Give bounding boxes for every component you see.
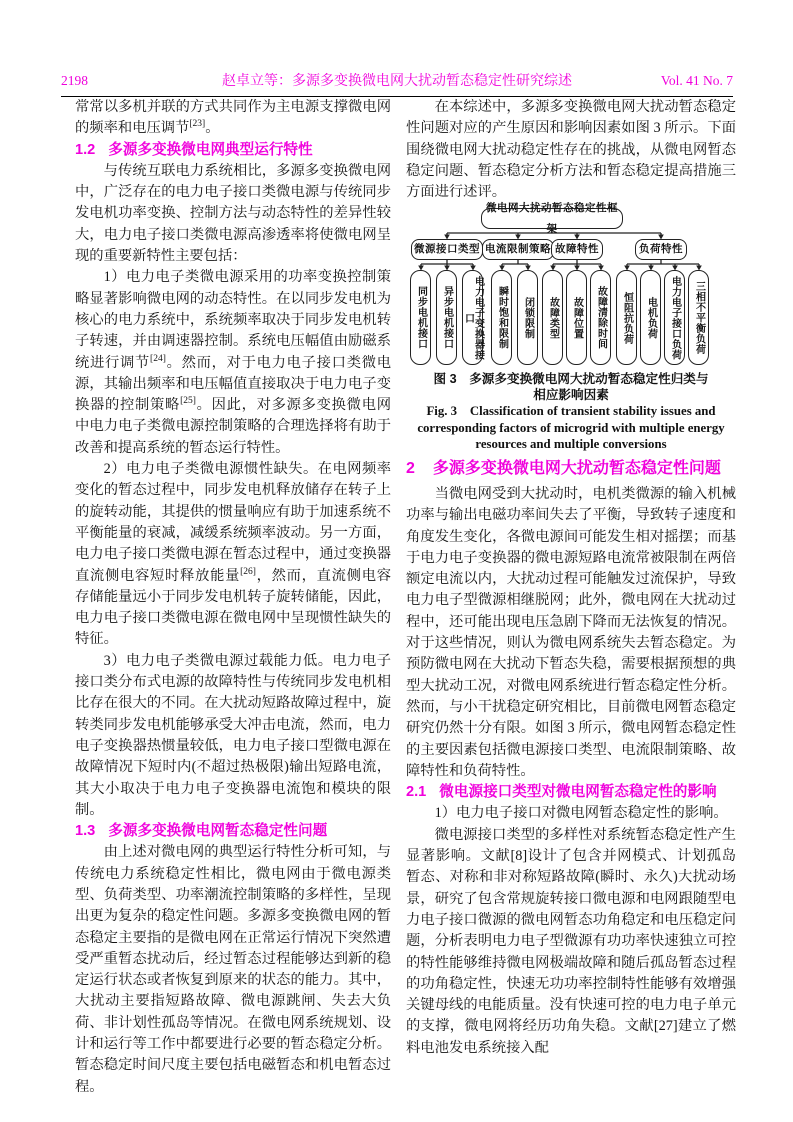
text-run: 当微电网受到大扰动时，电机类微源的输入机械功率与输出电磁功率间失去了平衡，导致转子速度和角度发生变化，各微电源间可能发生相对摇摆；而基于电力电子变换器的微电源短路电流常被限制在两倍额定电流以内，大扰动过程可能触发过流保护，导致电力电子型微源相继脱网；此外，微电网在大扰动过程中，还可能出现电压急剧下降而无法恢复的情况。对于这些情况，则认为微电网系统失去暂态稳定。为预防微电网在大扰动下暂态失稳，需要根据预想的典型大扰动工况，对微电网系统进行暂态稳定性分析。然而，与小干扰稳定研究相比，目前微电网暂态稳定研究仍然十分有限。如图 3 所示，微电网暂态稳定性的主要因素包括微电源接口类型、电流限制策略、故障特性和负荷特性。 bbox=[406, 485, 736, 779]
section-2-title: 多源多变换微电网大扰动暂态稳定性问题 bbox=[432, 459, 721, 477]
fig-leaf-node: 瞬时饱和限制 bbox=[491, 270, 512, 365]
section-2-number: 2 bbox=[406, 459, 415, 477]
running-title: 赵卓立等：多源多变换微电网大扰动暂态稳定性研究综述 bbox=[222, 74, 572, 89]
fig-leaf-node: 电机负荷 bbox=[640, 270, 661, 365]
subsection-heading bbox=[406, 782, 736, 803]
fig-category-node: 微源接口类型 bbox=[411, 239, 483, 260]
text-run: 。然而，对于电力电子接口类微电源，其输出频率和电压幅值直接取决于电力电子变换器的控制策略 bbox=[75, 354, 392, 414]
paragraph bbox=[406, 803, 736, 824]
fig-leaf-node: 电力电子变换器接口 bbox=[462, 270, 483, 365]
fig-leaf-node: 故障类型 bbox=[542, 270, 563, 365]
fig-leaf-node: 闭锁限制 bbox=[517, 270, 538, 365]
text-run: 。 bbox=[205, 120, 220, 137]
text-run: 2）电力电子类微电源惯性缺失。在电网频率变化的暂态过程中，同步发电机释放储存在转子上的旋转动能，其提供的惯量响应有助于加速系统不平衡能量的衰减，减缓系统频率波动。另一方面，电力电子接口类微电源在暂态过程中，通过变换器直流侧电容短时释放能量 bbox=[75, 461, 391, 584]
subsection-title: 多源多变换微电网暂态稳定性问题 bbox=[108, 823, 328, 840]
subsection-number: 1.3 bbox=[75, 823, 96, 840]
fig-leaf-node: 同步电机接口 bbox=[410, 270, 431, 365]
figure-3-diagram bbox=[406, 201, 736, 368]
text-run: 在本综述中，多源多变换微电网大扰动暂态稳定性问题对应的产生原因和影响因素如图 3 所示。下面围绕微电网大扰动稳定性存在的挑战，从微电网暂态稳定问题、暂态稳定分析方法和暂态稳定提高措施三方面进行述评。 bbox=[406, 99, 736, 201]
text-run: ，然而，直流侧电容存储能量远小于同步发电机转子旋转储能，因此，电力电子接口类微电源在微电网中呈现惯性缺失的特征。 bbox=[75, 567, 391, 648]
subsection-number: 1.2 bbox=[75, 141, 96, 158]
paragraph bbox=[75, 459, 391, 651]
fig-leaf-node: 故障位置 bbox=[566, 270, 587, 365]
paragraph bbox=[75, 842, 391, 1098]
text-run: 与传统互联电力系统相比，多源多变换微电网中，广泛存在的电力电子接口类微电源与传统同步发电机功率变换、控制方法与动态特性的差异性较大，电力电子接口类微电源高渗透率将使微电网呈现的重要新特性主要包括： bbox=[75, 162, 391, 265]
text-run: 。因此，对多源多变换微电网中电力电子类微电源控制策略的合理选择将有助于改善和提高系统的暂态运行特性。 bbox=[75, 397, 392, 456]
right-column bbox=[406, 97, 736, 1059]
fig-category-node: 故障特性 bbox=[551, 239, 603, 260]
left-column bbox=[75, 97, 391, 1098]
citation-ref: [23] bbox=[189, 119, 206, 130]
text-run: 微电源接口类型的多样性对系统暂态稳定性产生显著影响。文献[8]设计了包含并网模式、计划孤岛暂态、对称和非对称短路故障(瞬时、永久)大扰动场景，研究了包含常规旋转接口微电源和电网跟随型电力电子接口微源的微电网暂态功角稳定和电压稳定问题，分析表明电力电子型微源有功功率快速独立可控的特性能够维持微电网极端故障和随后孤岛暂态过程的功角稳定性，快速无功功率控制特性能够有效增强关键母线的电能质量。没有快速可控的电力电子单元的支撑，微电网将经历功角失稳。文献[27]建立了燃料电池发电系统接入配 bbox=[406, 826, 736, 1056]
paragraph bbox=[406, 484, 736, 782]
fig-category-node: 负荷特性 bbox=[635, 239, 687, 260]
figure-caption-en-line1: Fig. 3 Classification of transient stability issues and bbox=[426, 404, 716, 419]
paragraph bbox=[75, 267, 391, 459]
fig-category-node: 电流限制策略 bbox=[482, 239, 554, 260]
paragraph bbox=[406, 97, 736, 203]
text-run: 1）电力电子类微电源采用的功率变换控制策略显著影响微电网的动态特性。在以同步发电机为核心的电力系统中，系统频率取决于同步发电机转子转速，并由调速器控制。系统电压幅值由励磁系统进行调节 bbox=[75, 269, 391, 371]
text-run: 3）电力电子类微电源过载能力低。电力电子接口类分布式电源的故障特性与传统同步发电机相比存在很大的不同。在大扰动短路故障过程中，旋转类同步发电机能够承受大冲击电流，然而，电力电子变换器热惯量较低，电力电子接口型微电源在故障情况下短时内(不超过热极限)输出短路电流，其大小取决于电力电子变换器电流饱和模块的限制。 bbox=[75, 652, 391, 818]
page-number: 2198 bbox=[61, 73, 88, 88]
citation-ref: [25] bbox=[180, 396, 196, 407]
citation-ref: [24] bbox=[150, 353, 166, 364]
section-2-heading bbox=[406, 458, 736, 480]
subsection-title: 多源多变换微电网典型运行特性 bbox=[108, 141, 313, 158]
paragraph bbox=[75, 161, 391, 267]
paragraph bbox=[75, 97, 391, 140]
figure-caption-en-line3: resources and multiple conversions bbox=[475, 437, 667, 452]
fig-leaf-node: 故障清除时间 bbox=[590, 270, 611, 365]
text-run: 1）电力电子接口对微电网暂态稳定性的影响。 bbox=[434, 805, 728, 822]
figure-caption-zh bbox=[406, 371, 736, 403]
right-column-intro bbox=[406, 97, 736, 203]
figure-caption-zh-line2: 相应影响因素 bbox=[533, 388, 609, 403]
text-run: 由上述对微电网的典型运行特性分析可知，与传统电力系统稳定性相比，微电网由于微电源类型、负荷类型、功率潮流控制策略的多样性，呈现出更为复杂的稳定性问题。多源多变换微电网的暂态稳定主要指的是微电网在正常运行情况下突然遭受严重暂态扰动后，经过暂态过程能够达到新的稳定运行状态或者恢复到原来的状态的能力。其中，大扰动主要指短路故障、微电源跳闸、失去大负荷、非计划性孤岛等情况。在微电网系统规划、设计和运行等工作中都要进行必要的暂态稳定分析。暂态稳定时间尺度主要包括电磁暂态和机电暂态过程。 bbox=[75, 844, 391, 1095]
right-column-body bbox=[406, 484, 736, 1059]
text-run: 常常以多机并联的方式共同作为主电源支撑微电网的频率和电压调节 bbox=[75, 99, 391, 137]
paragraph bbox=[406, 825, 736, 1059]
fig-leaf-node: 三相不平衡负荷 bbox=[688, 270, 709, 365]
figure-caption-en bbox=[406, 403, 736, 453]
figure-caption-zh-line1: 图 3 多源多变换微电网大扰动暂态稳定性归类与 bbox=[433, 372, 709, 387]
fig-leaf-node: 恒阻抗负荷 bbox=[616, 270, 637, 365]
subsection-heading bbox=[75, 140, 391, 161]
fig-leaf-node: 电力电子接口负荷 bbox=[664, 270, 685, 365]
subsection-title: 微电源接口类型对微电网暂态稳定性的影响 bbox=[439, 784, 717, 801]
fig-leaf-node: 异步电机接口 bbox=[436, 270, 457, 365]
subsection-number: 2.1 bbox=[406, 784, 427, 801]
subsection-heading bbox=[75, 821, 391, 842]
paragraph bbox=[75, 651, 391, 821]
volume-info: Vol. 41 No. 7 bbox=[660, 73, 733, 88]
figure-caption-en-line2: corresponding factors of microgrid with multiple energy bbox=[417, 420, 725, 435]
fig-root-node: 微电网大扰动暂态稳定性框架 bbox=[481, 208, 623, 229]
journal-header bbox=[61, 70, 733, 97]
citation-ref: [26] bbox=[240, 566, 256, 577]
